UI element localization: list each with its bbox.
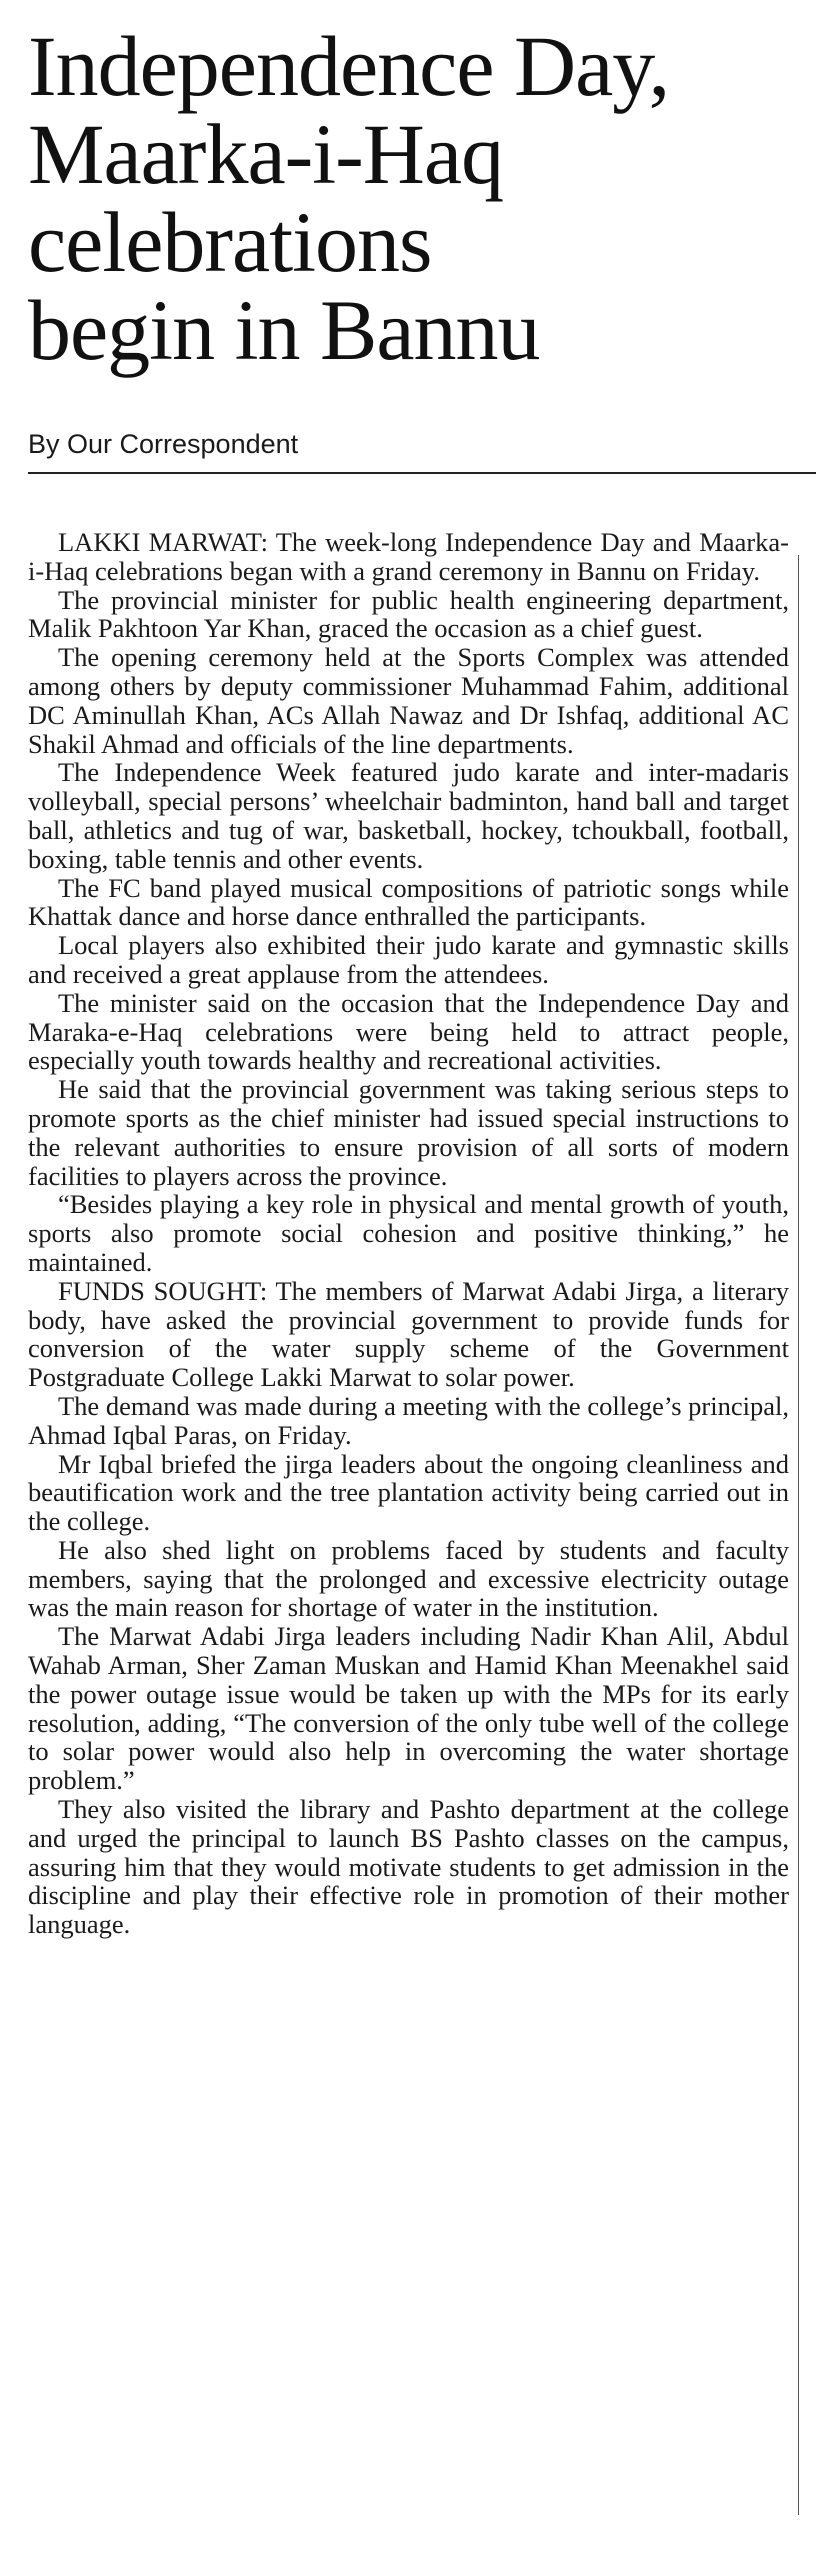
paragraph: FUNDS SOUGHT: The members of Marwat Adabi Jirga, a literary body, have asked the provincial government to provide funds for conversion of the water supply scheme of the Government Postgraduate College Lakki Marwat to solar power. xyxy=(28,1275,789,1393)
paragraph: The Independence Week featured judo karate and inter-madaris volleyball, special persons’ wheelchair badminton, hand ball and target ball, athletics and tug of war, basketball, hockey, tchoukball, football, boxing, table tennis and other events. xyxy=(28,757,789,874)
paragraph: The minister said on the occasion that the Independence Day and Maraka-e-Haq celebrations were being held to attract people, especially youth towards healthy and recreational activities. xyxy=(28,987,789,1076)
paragraph: The Marwat Adabi Jirga leaders including Nadir Khan Alil, Abdul Wahab Arman, Sher Zaman Muskan and Hamid Khan Meenakhel said the power outage issue would be taken up with the MPs for its early resolution, adding, “The conversion of the only tube well of the college to solar power would also help in overcoming the water shortage problem.” xyxy=(28,1621,789,1796)
paragraph: He also shed light on problems faced by students and faculty members, saying that the prolonged and excessive electricity outage was the main reason for shortage of water in the institution. xyxy=(28,1534,789,1623)
paragraph: Local players also exhibited their judo karate and gymnastic skills and received a great applause from the attendees. xyxy=(28,930,789,989)
byline: By Our Correspondent xyxy=(28,429,299,459)
article-body xyxy=(28,528,789,1939)
byline-divider xyxy=(28,472,816,474)
headline: Independence Day, Maarka-i-Haq celebrations begin in Bannu xyxy=(28,18,670,378)
paragraph: He said that the provincial government was taking serious steps to promote sports as the chief minister had issued special instructions to the relevant authorities to ensure provision of all sorts of modern facilities to players across the province. xyxy=(28,1074,789,1191)
paragraph: They also visited the library and Pashto department at the college and urged the principal to launch BS Pashto classes on the campus, assuring him that they would motivate students to get admission in the discipline and play their effective role in promotion of their mother language. xyxy=(28,1794,789,1940)
paragraph: “Besides playing a key role in physical and mental growth of youth, sports also promote social cohesion and positive thinking,” he maintained. xyxy=(28,1189,789,1277)
paragraph: The opening ceremony held at the Sports Complex was attended among others by deputy commissioner Muhammad Fahim, additional DC Aminullah Khan, ACs Allah Nawaz and Dr Ishfaq, additional AC Shakil Ahmad and officials of the line departments. xyxy=(28,642,789,759)
paragraph: LAKKI MARWAT: The week-long Independence Day and Maarka-i-Haq celebrations began with a grand ceremony in Bannu on Friday. xyxy=(28,527,789,586)
column-rule xyxy=(798,555,799,2515)
paragraph: The demand was made during a meeting with the college’s principal, Ahmad Iqbal Paras, on Friday. xyxy=(28,1390,789,1450)
paragraph: The FC band played musical compositions of patriotic songs while Khattak dance and horse dance enthralled the participants. xyxy=(28,872,789,932)
paragraph: The provincial minister for public health engineering department, Malik Pakhtoon Yar Khan, graced the occasion as a chief guest. xyxy=(28,584,789,644)
paragraph: Mr Iqbal briefed the jirga leaders about the ongoing cleanliness and beautification work and the tree plantation activity being carried out in the college. xyxy=(28,1448,789,1537)
